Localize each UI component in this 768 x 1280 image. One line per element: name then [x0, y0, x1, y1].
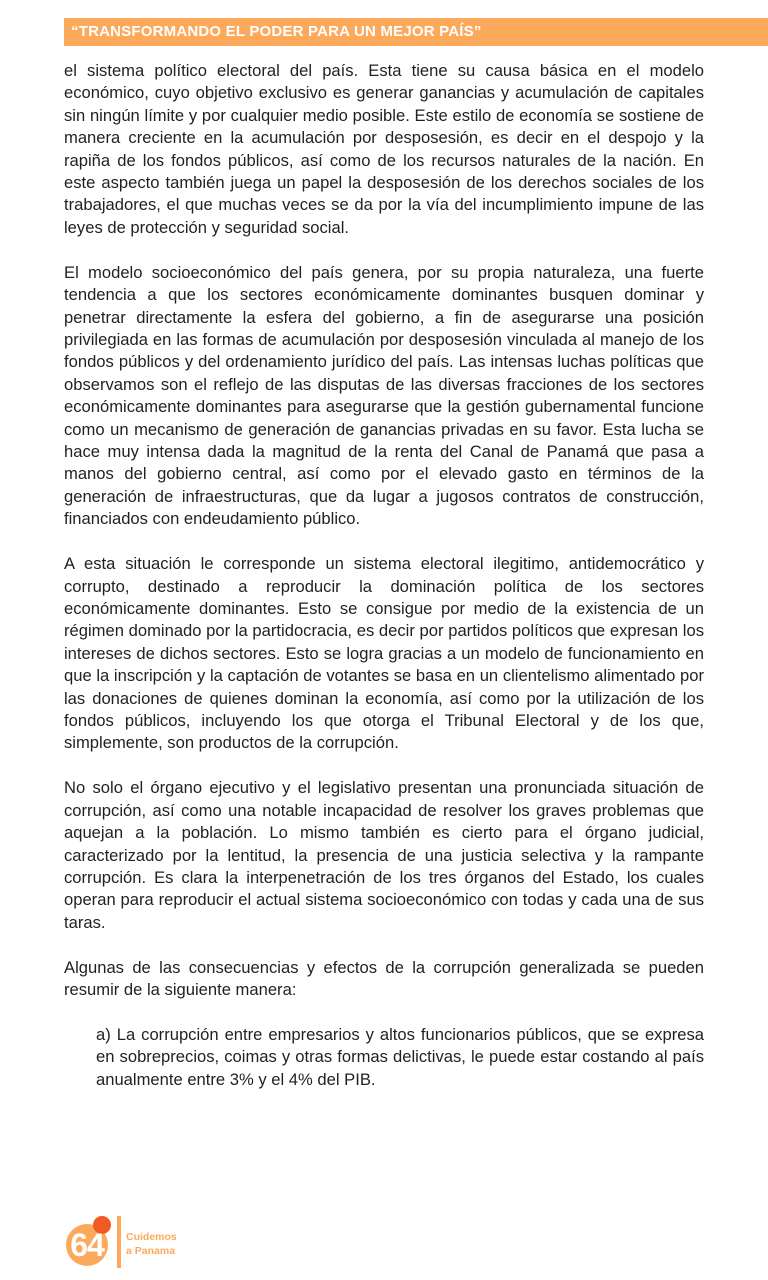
brand-line-1: Cuidemos	[126, 1231, 177, 1243]
list-item: a) La corrupción entre empresarios y altos funcionarios públicos, que se expresa en sobreprecios, coimas y otras formas delictivas, le puede estar costando al país anualmente entre 3% y el 4% del PIB.	[96, 1024, 704, 1089]
page-footer	[64, 1212, 264, 1272]
paragraph: El modelo socioeconómico del país genera, por su propia naturaleza, una fuerte tendencia a que los sectores económicamente dominantes busquen dominar y penetrar directamente la esfera del gobierno, a fin de asegurarse una posición privilegiada en las formas de acumulación por desposesión vinculada al manejo de los fondos públicos y del ordenamiento jurídico del país. Las intensas luchas políticas que observamos son el reflejo de las disputas de las diversas fracciones de los sectores económicamente dominantes para asegurarse que la gestión gubernamental funcione como un mecanismo de generación de ganancias privadas en su favor. Esta lucha se hace muy intensa dada la magnitud de la renta del Canal de Panamá que pasa a manos del gobierno central, así como por el elevado gasto en términos de la generación de infraestructuras, que da lugar a jugosos contratos de construcción, financiados con endeudamiento público.	[64, 262, 704, 529]
footer-divider	[117, 1216, 121, 1268]
header-title: “TRANSFORMANDO EL PODER PARA UN MEJOR PAÍS”	[71, 23, 482, 40]
footer-brand	[126, 1230, 177, 1258]
paragraph: el sistema político electoral del país. Esta tiene su causa básica en el modelo económico, cuyo objetivo exclusivo es generar ganancias y acumulación de capitales sin ningún límite y por cualquier medio posible. Este estilo de economía se sostiene de manera creciente en la acumulación por desposesión, es decir en el despojo y la rapiña de los fondos públicos, así como de los recursos naturales de la nación. En este aspecto también juega un papel la desposesión de los derechos sociales de los trabajadores, el que muchas veces se da por la vía del incumplimiento impune de las leyes de protección y seguridad social.	[64, 61, 704, 237]
brand-line-2: a Panama	[126, 1245, 176, 1257]
running-header	[64, 18, 768, 46]
page-number: 64	[70, 1227, 104, 1263]
paragraph: Algunas de las consecuencias y efectos de la corrupción generalizada se pueden resumir de la siguiente manera:	[64, 957, 704, 1000]
paragraph: No solo el órgano ejecutivo y el legislativo presentan una pronunciada situación de corrupción, así como una notable incapacidad de resolver los graves problemas que aquejan a la población. Lo mismo también es cierto para el órgano judicial, caracterizado por la lentitud, la presencia de una justicia selectiva y la rampante corrupción. Es clara la interpenetración de los tres órganos del Estado, los cuales operan para reproducir el actual sistema socioeconómico con todas y cada una de sus taras.	[64, 778, 704, 932]
paragraph: A esta situación le corresponde un sistema electoral ilegitimo, antidemocrático y corrupto, destinado a reproducir la dominación política de los sectores económicamente dominantes. Esto se consigue por medio de la existencia de un régimen dominado por la partidocracia, es decir por partidos políticos que expresan los intereses de dichos sectores. Esto se logra gracias a un modelo de funcionamiento en que la inscripción y la captación de votantes se basa en un clientelismo alimentado por las donaciones de quienes dominan la economía, así como por la utilización de los fondos públicos, incluyendo los que otorga el Tribunal Electoral y de los que, simplemente, son productos de la corrupción.	[64, 554, 704, 753]
body-text	[64, 60, 704, 1114]
